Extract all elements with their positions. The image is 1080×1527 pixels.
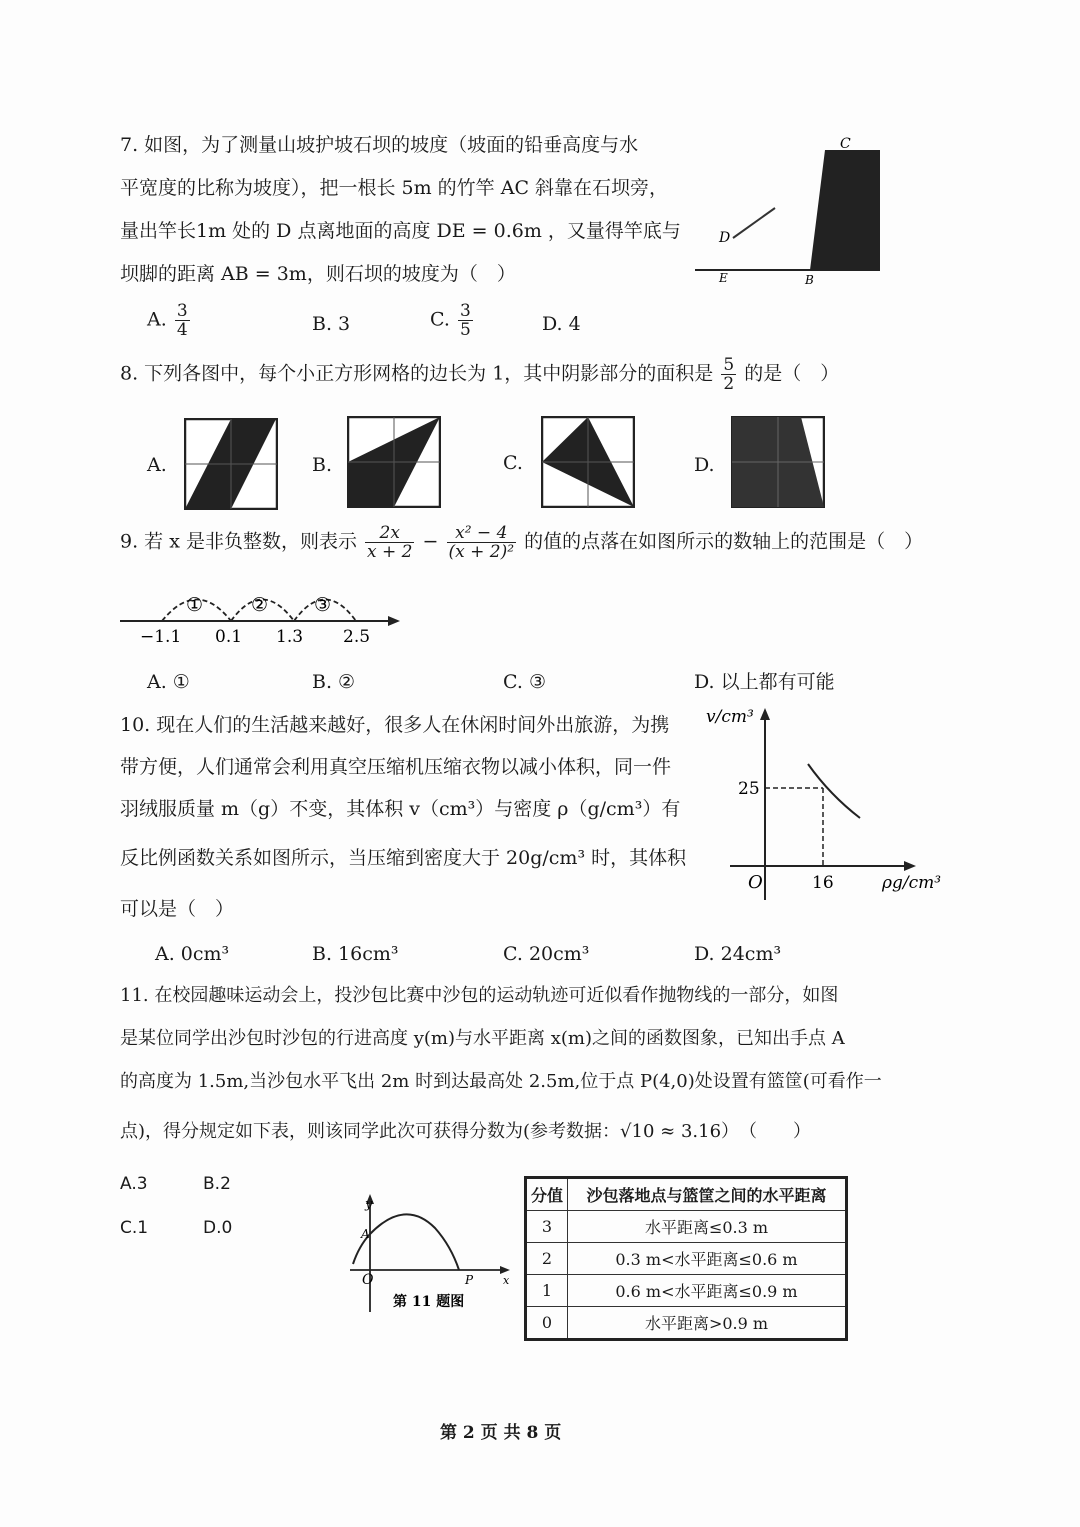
q11-table-distance: 0.6 m<水平距离≤0.9 m xyxy=(568,1275,847,1307)
q9-tick-3: 1.3 xyxy=(276,627,304,647)
q11-line-3: 的高度为 1.5m,当沙包水平飞出 2m 时到达最高处 2.5m,位于点 P(4,0)处设置有篮筐(可看作一 xyxy=(120,1071,882,1092)
q11-table-score: 0 xyxy=(526,1307,568,1340)
q11-line-4: 点)，得分规定如下表，则该同学此次可获得分数为(参考数据：√10 ≈ 3.16） （ ） xyxy=(120,1121,812,1142)
q11-fig-p: P xyxy=(465,1273,474,1287)
q11-fig-a: A xyxy=(361,1227,370,1241)
q9-option-d[interactable]: D. 以上都有可能 xyxy=(694,671,835,693)
q7-option-c[interactable] xyxy=(430,302,475,339)
q9-region-1: ① xyxy=(186,594,204,616)
q8-option-c[interactable]: C. xyxy=(503,452,523,474)
q7-line-1: 7. 如图，为了测量山坡护坡石坝的坡度（坡面的铅垂高度与水 xyxy=(120,134,639,156)
q11-option-c[interactable]: C.1 xyxy=(120,1218,149,1238)
q7-label-c: C xyxy=(840,136,851,152)
q7-bamboo-pole xyxy=(733,208,775,238)
q7-option-a[interactable] xyxy=(147,302,192,339)
q8-stem-post: 的是（ ） xyxy=(744,362,840,385)
q7-line-4: 坝脚的距离 AB = 3m，则石坝的坡度为（ ） xyxy=(120,263,516,285)
q9-region-3: ③ xyxy=(314,594,332,616)
q8-grid-a xyxy=(184,418,278,510)
q9-tick-1: −1.1 xyxy=(140,627,182,647)
q9-stem-post: 的值的点落在如图所示的数轴上的范围是（ ） xyxy=(524,530,924,553)
q9-axis-arrow xyxy=(388,616,400,626)
q7-line-2: 平宽度的比称为坡度），把一根长 5m 的竹竿 AC 斜靠在石坝旁， xyxy=(120,177,669,199)
q10-x-tick: 16 xyxy=(812,873,834,893)
q9-option-a[interactable]: A. ① xyxy=(147,671,190,693)
q11-parabola-figure xyxy=(345,1192,520,1317)
q10-line-1: 10. 现在人们的生活越来越好，很多人在休闲时间外出旅游，为携 xyxy=(120,714,670,736)
page-footer: 第 2 页 共 8 页 xyxy=(440,1423,562,1443)
q8-frac-num: 5 xyxy=(723,355,735,375)
q10-y-label: v/cm³ xyxy=(706,707,754,727)
q10-curve xyxy=(808,764,860,818)
q7-label-b: B xyxy=(805,273,814,287)
q10-graph xyxy=(700,700,960,910)
q7-label-d: D xyxy=(719,230,731,246)
q11-line-2: 是某位同学出沙包时沙包的行进高度 y(m)与水平距离 x(m)之间的函数图象，已知出手点 A xyxy=(120,1028,845,1049)
q10-line-2: 带方便，人们通常会利用真空压缩机压缩衣物以减小体积，同一件 xyxy=(120,756,672,778)
q7-option-c-fraction xyxy=(458,302,473,339)
q9-f2-den: (x + 2)² xyxy=(448,542,515,562)
q11-line-1: 11. 在校园趣味运动会上，投沙包比赛中沙包的运动轨迹可近似看作抛物线的一部分，如图 xyxy=(120,985,839,1006)
q7-option-a-num: 3 xyxy=(176,301,188,321)
q8-grid-b xyxy=(347,416,441,508)
q10-origin: O xyxy=(748,872,763,893)
q7-option-a-label: A. xyxy=(147,308,167,331)
q8-stem xyxy=(120,356,839,393)
q8-fraction xyxy=(721,356,736,393)
q11-option-b[interactable]: B.2 xyxy=(203,1174,231,1194)
q9-region-2: ② xyxy=(251,594,269,616)
table-row xyxy=(526,1211,847,1243)
q10-y-tick: 25 xyxy=(738,779,760,799)
q9-number-line xyxy=(120,582,410,647)
q11-fig-x: x xyxy=(503,1274,510,1287)
q9-tick-2: 0.1 xyxy=(215,627,243,647)
q11-fig-y: y xyxy=(365,1197,373,1212)
q7-option-c-num: 3 xyxy=(459,301,471,321)
table-row xyxy=(526,1275,847,1307)
q11-table-header-distance: 沙包落地点与篮筐之间的水平距离 xyxy=(568,1178,847,1211)
q10-option-d[interactable]: D. 24cm³ xyxy=(694,943,782,965)
q11-table-distance: 0.3 m<水平距离≤0.6 m xyxy=(568,1243,847,1275)
q9-f1-den: x + 2 xyxy=(367,542,413,562)
q11-table-distance: 水平距离>0.9 m xyxy=(568,1307,847,1340)
q11-table-header-score: 分值 xyxy=(526,1178,568,1211)
q9-f2-num: x² − 4 xyxy=(447,524,517,543)
q9-stem xyxy=(120,524,923,561)
q11-table-score: 1 xyxy=(526,1275,568,1307)
q10-line-5: 可以是（ ） xyxy=(120,898,235,920)
q7-line-3: 量出竿长1m 处的 D 点离地面的高度 DE = 0.6m ，又量得竿底与 xyxy=(120,220,681,242)
q7-option-a-den: 4 xyxy=(176,320,188,340)
q8-option-a[interactable]: A. xyxy=(147,454,167,476)
q10-option-b[interactable]: B. 16cm³ xyxy=(312,943,399,965)
q7-option-c-label: C. xyxy=(430,308,450,331)
q7-dam-shape xyxy=(810,150,880,270)
q9-fraction-2 xyxy=(447,524,517,561)
q9-option-b[interactable]: B. ② xyxy=(312,671,356,693)
q10-line-4: 反比例函数关系如图所示，当压缩到密度大于 20g/cm³ 时，其体积 xyxy=(120,847,687,869)
q8-grid-d xyxy=(731,416,825,508)
q11-parabola xyxy=(353,1214,459,1270)
q7-label-e: E xyxy=(719,271,728,285)
q11-table-score: 3 xyxy=(526,1211,568,1243)
table-row xyxy=(526,1243,847,1275)
q10-x-label: ρg/cm³ xyxy=(882,873,942,893)
q7-option-b[interactable]: B. 3 xyxy=(312,313,351,335)
q9-f1-num: 2x xyxy=(365,524,414,543)
q9-stem-pre: 9. 若 x 是非负整数，则表示 xyxy=(120,530,357,553)
q11-option-a[interactable]: A.3 xyxy=(120,1174,148,1194)
q11-table-distance: 水平距离≤0.3 m xyxy=(568,1211,847,1243)
q10-line-3: 羽绒服质量 m（g）不变，其体积 v（cm³）与密度 ρ（g/cm³）有 xyxy=(120,798,681,820)
q11-option-d[interactable]: D.0 xyxy=(203,1218,233,1238)
q8-frac-den: 2 xyxy=(723,374,735,394)
q11-score-table xyxy=(524,1176,848,1341)
q7-option-d[interactable]: D. 4 xyxy=(542,313,581,335)
q9-fraction-1 xyxy=(365,524,414,561)
q8-option-b[interactable]: B. xyxy=(312,454,333,476)
q7-option-c-den: 5 xyxy=(459,320,471,340)
q10-option-a[interactable]: A. 0cm³ xyxy=(155,943,230,965)
q8-grid-c xyxy=(541,416,635,508)
q11-table-header-row xyxy=(526,1178,847,1211)
table-row xyxy=(526,1307,847,1340)
q8-option-d[interactable]: D. xyxy=(694,454,715,476)
q10-option-c[interactable]: C. 20cm³ xyxy=(503,943,590,965)
q9-option-c[interactable]: C. ③ xyxy=(503,671,546,693)
q7-dam-figure xyxy=(685,130,890,290)
q9-tick-4: 2.5 xyxy=(343,627,371,647)
q11-fig-o: O xyxy=(362,1272,374,1288)
q11-fig-caption: 第 11 题图 xyxy=(393,1294,465,1310)
q8-stem-pre: 8. 下列各图中，每个小正方形网格的边长为 1，其中阴影部分的面积是 xyxy=(120,362,714,385)
q9-minus: − xyxy=(422,530,439,553)
q7-option-a-fraction xyxy=(175,302,190,339)
q11-table-score: 2 xyxy=(526,1243,568,1275)
